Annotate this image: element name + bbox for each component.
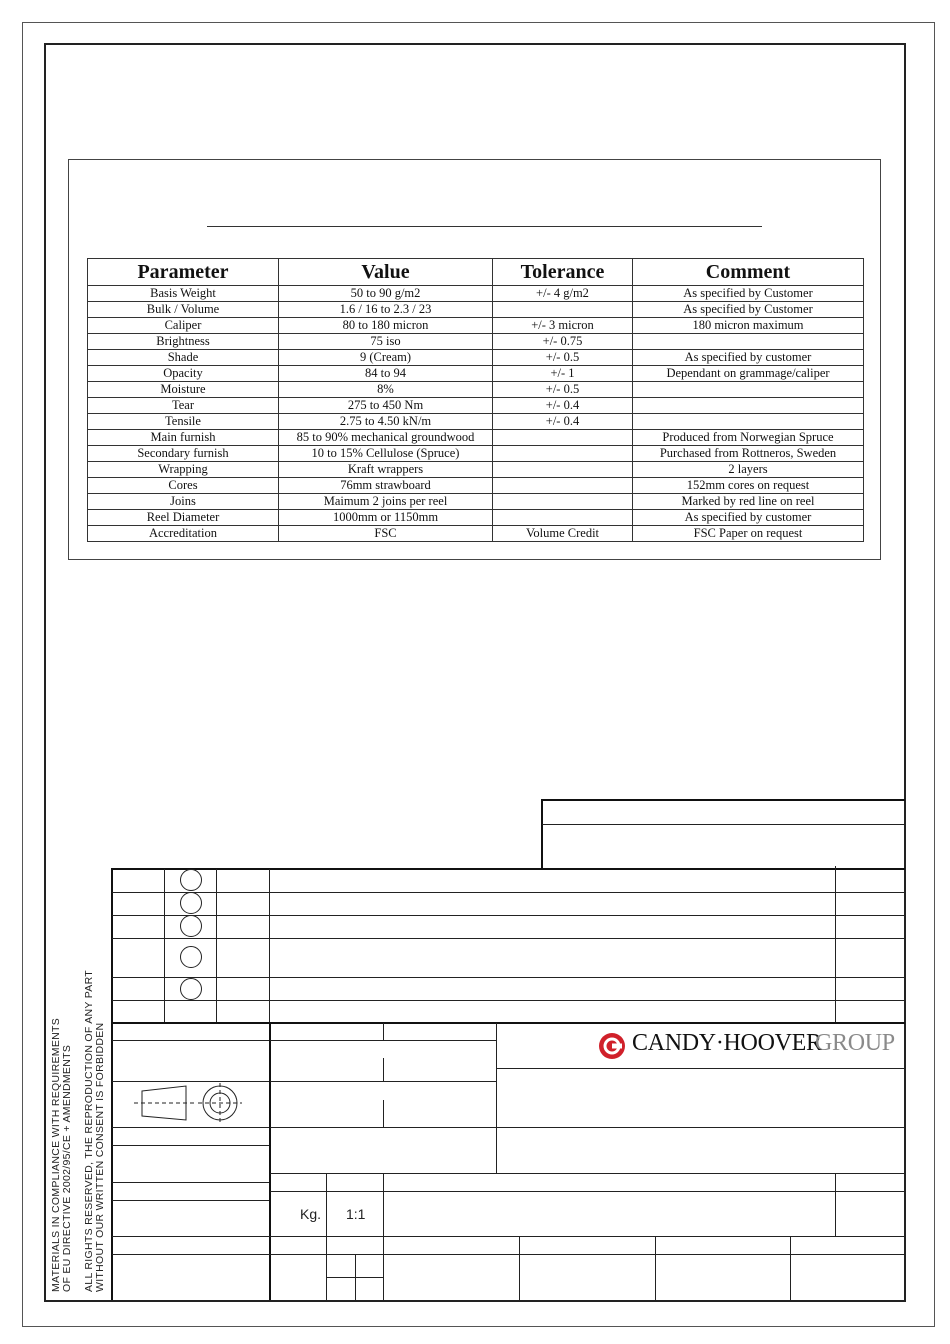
tb-scale-col-1: [326, 1174, 327, 1300]
table-cell: Kraft wrappers: [279, 462, 493, 478]
tb-logo-row: [497, 1068, 905, 1069]
logo-group-text: GROUP: [815, 1030, 895, 1056]
table-cell: 84 to 94: [279, 366, 493, 382]
table-cell: Volume Credit: [493, 526, 633, 542]
table-row: [88, 366, 864, 382]
tb-mid-col-c: [383, 1100, 384, 1127]
table-cell: Caliper: [88, 318, 279, 334]
tb-scale-col-2: [383, 1174, 384, 1300]
rev-row-5: [112, 1000, 905, 1001]
table-row: [88, 398, 864, 414]
table-cell: 8%: [279, 382, 493, 398]
legal-text-line-2: OF EU DIRECTIVE 2002/95/CE + AMENDMENTS: [61, 1044, 73, 1292]
table-cell: [633, 414, 864, 430]
table-cell: Wrapping: [88, 462, 279, 478]
table-cell: Opacity: [88, 366, 279, 382]
table-cell: Joins: [88, 494, 279, 510]
tb-left-row-6: [112, 1200, 269, 1201]
table-cell: Main furnish: [88, 430, 279, 446]
table-cell: [493, 478, 633, 494]
table-cell: Moisture: [88, 382, 279, 398]
revision-box-left: [541, 799, 543, 870]
tb-bottom-col-2: [655, 1237, 656, 1300]
table-cell: +/- 0.5: [493, 382, 633, 398]
tb-logo-col: [496, 1023, 497, 1174]
table-cell: [493, 302, 633, 318]
table-cell: Dependant on grammage/caliper: [633, 366, 864, 382]
table-cell: 76mm strawboard: [279, 478, 493, 494]
table-row: [88, 414, 864, 430]
table-cell: 9 (Cream): [279, 350, 493, 366]
table-cell: [493, 462, 633, 478]
rev-row-2: [112, 915, 905, 916]
rev-row-4: [112, 977, 905, 978]
table-cell: Brightness: [88, 334, 279, 350]
tb-row-scale-mid: [270, 1191, 905, 1192]
table-row: [88, 430, 864, 446]
table-cell: FSC Paper on request: [633, 526, 864, 542]
tb-left-row-4: [112, 1145, 269, 1146]
table-cell: 10 to 15% Cellulose (Spruce): [279, 446, 493, 462]
table-cell: As specified by customer: [633, 350, 864, 366]
table-cell: Tensile: [88, 414, 279, 430]
table-cell: 2.75 to 4.50 kN/m: [279, 414, 493, 430]
tb-mid-row-2: [270, 1081, 496, 1082]
table-cell: [493, 494, 633, 510]
table-cell: Purchased from Rottneros, Sweden: [633, 446, 864, 462]
scale-label: 1:1: [346, 1206, 366, 1222]
tb-bottom-col-3: [790, 1237, 791, 1300]
title-underline: [207, 226, 762, 227]
table-cell: [633, 382, 864, 398]
table-cell: [633, 398, 864, 414]
table-cell: [633, 334, 864, 350]
table-cell: +/- 4 g/m2: [493, 286, 633, 302]
table-cell: 2 layers: [633, 462, 864, 478]
table-cell: Secondary furnish: [88, 446, 279, 462]
table-cell: Shade: [88, 350, 279, 366]
table-cell: +/- 0.5: [493, 350, 633, 366]
revision-circle-icon: [180, 915, 202, 937]
column-header: Tolerance: [493, 259, 633, 286]
tb-desc-row: [497, 1127, 905, 1128]
table-cell: 50 to 90 g/m2: [279, 286, 493, 302]
table-row: [88, 526, 864, 542]
table-cell: Reel Diameter: [88, 510, 279, 526]
column-header: Parameter: [88, 259, 279, 286]
table-cell: Cores: [88, 478, 279, 494]
tb-bottom-col-1: [519, 1237, 520, 1300]
legal-text-line-1: MATERIALS IN COMPLIANCE WITH REQUIREMENTS: [50, 1017, 62, 1292]
table-cell: +/- 0.4: [493, 398, 633, 414]
table-cell: [493, 446, 633, 462]
column-header: Value: [279, 259, 493, 286]
table-cell: [493, 510, 633, 526]
weight-unit-label: Kg.: [300, 1206, 322, 1222]
table-cell: Tear: [88, 398, 279, 414]
table-row: [88, 494, 864, 510]
table-cell: As specified by Customer: [633, 286, 864, 302]
revision-table-top: [111, 868, 905, 870]
table-cell: 75 iso: [279, 334, 493, 350]
table-cell: Marked by red line on reel: [633, 494, 864, 510]
title-block-top: [112, 1022, 905, 1024]
specification-table: [87, 258, 864, 542]
tb-mid-col-a: [383, 1023, 384, 1041]
table-row: [88, 318, 864, 334]
table-row: [88, 350, 864, 366]
table-row: [88, 382, 864, 398]
table-cell: FSC: [279, 526, 493, 542]
table-cell: [493, 430, 633, 446]
tb-left-row-5: [112, 1182, 269, 1183]
table-cell: Basis Weight: [88, 286, 279, 302]
table-cell: 80 to 180 micron: [279, 318, 493, 334]
legal-text-line-4: WITHOUT OUR WRITTEN CONSENT IS FORBIDDEN: [94, 1022, 106, 1292]
revision-box-top: [542, 799, 905, 801]
legal-text-line-3: ALL RIGHTS RESERVED, THE REPRODUCTION OF ANY PART: [83, 970, 95, 1292]
tb-mid-row-3: [270, 1127, 496, 1128]
table-cell: 180 micron maximum: [633, 318, 864, 334]
table-cell: Maimum 2 joins per reel: [279, 494, 493, 510]
table-row: [88, 286, 864, 302]
table-cell: 152mm cores on request: [633, 478, 864, 494]
table-header-row: [88, 259, 864, 286]
table-cell: Bulk / Volume: [88, 302, 279, 318]
rev-row-3: [112, 938, 905, 939]
table-row: [88, 478, 864, 494]
tb-bottom-row-a: [327, 1277, 383, 1278]
table-row: [88, 446, 864, 462]
revision-circle-icon: [180, 978, 202, 1000]
logo-wordmark: CANDY·HOOVER: [632, 1030, 822, 1056]
tb-left-row-1: [112, 1040, 269, 1041]
column-header: Comment: [633, 259, 864, 286]
tb-left-row-2: [112, 1081, 269, 1082]
table-cell: Produced from Norwegian Spruce: [633, 430, 864, 446]
third-angle-projection-icon: [134, 1083, 274, 1125]
tb-mid-row-1: [270, 1040, 496, 1041]
table-row: [88, 302, 864, 318]
table-row: [88, 510, 864, 526]
tb-row-scale-top: [270, 1173, 905, 1174]
table-cell: As specified by Customer: [633, 302, 864, 318]
title-block-col-main: [269, 1023, 271, 1300]
table-cell: +/- 0.75: [493, 334, 633, 350]
table-cell: 1000mm or 1150mm: [279, 510, 493, 526]
revision-circle-icon: [180, 869, 202, 891]
table-cell: Accreditation: [88, 526, 279, 542]
tb-left-row-3: [112, 1127, 269, 1128]
table-cell: 275 to 450 Nm: [279, 398, 493, 414]
table-row: [88, 334, 864, 350]
candy-hoover-logo-icon: [598, 1032, 626, 1060]
table-cell: 1.6 / 16 to 2.3 / 23: [279, 302, 493, 318]
tb-row-bottom-1: [112, 1236, 905, 1237]
tb-mid-col-b: [383, 1058, 384, 1082]
table-cell: +/- 3 micron: [493, 318, 633, 334]
revision-circle-icon: [180, 892, 202, 914]
table-cell: +/- 1: [493, 366, 633, 382]
table-row: [88, 462, 864, 478]
rev-row-1: [112, 892, 905, 893]
table-cell: 85 to 90% mechanical groundwood: [279, 430, 493, 446]
table-cell: As specified by customer: [633, 510, 864, 526]
revision-circle-icon: [180, 946, 202, 968]
tb-row-bottom-2: [112, 1254, 905, 1255]
table-cell: +/- 0.4: [493, 414, 633, 430]
tb-scale-col-3: [835, 1174, 836, 1237]
revision-box-divider: [542, 824, 905, 825]
